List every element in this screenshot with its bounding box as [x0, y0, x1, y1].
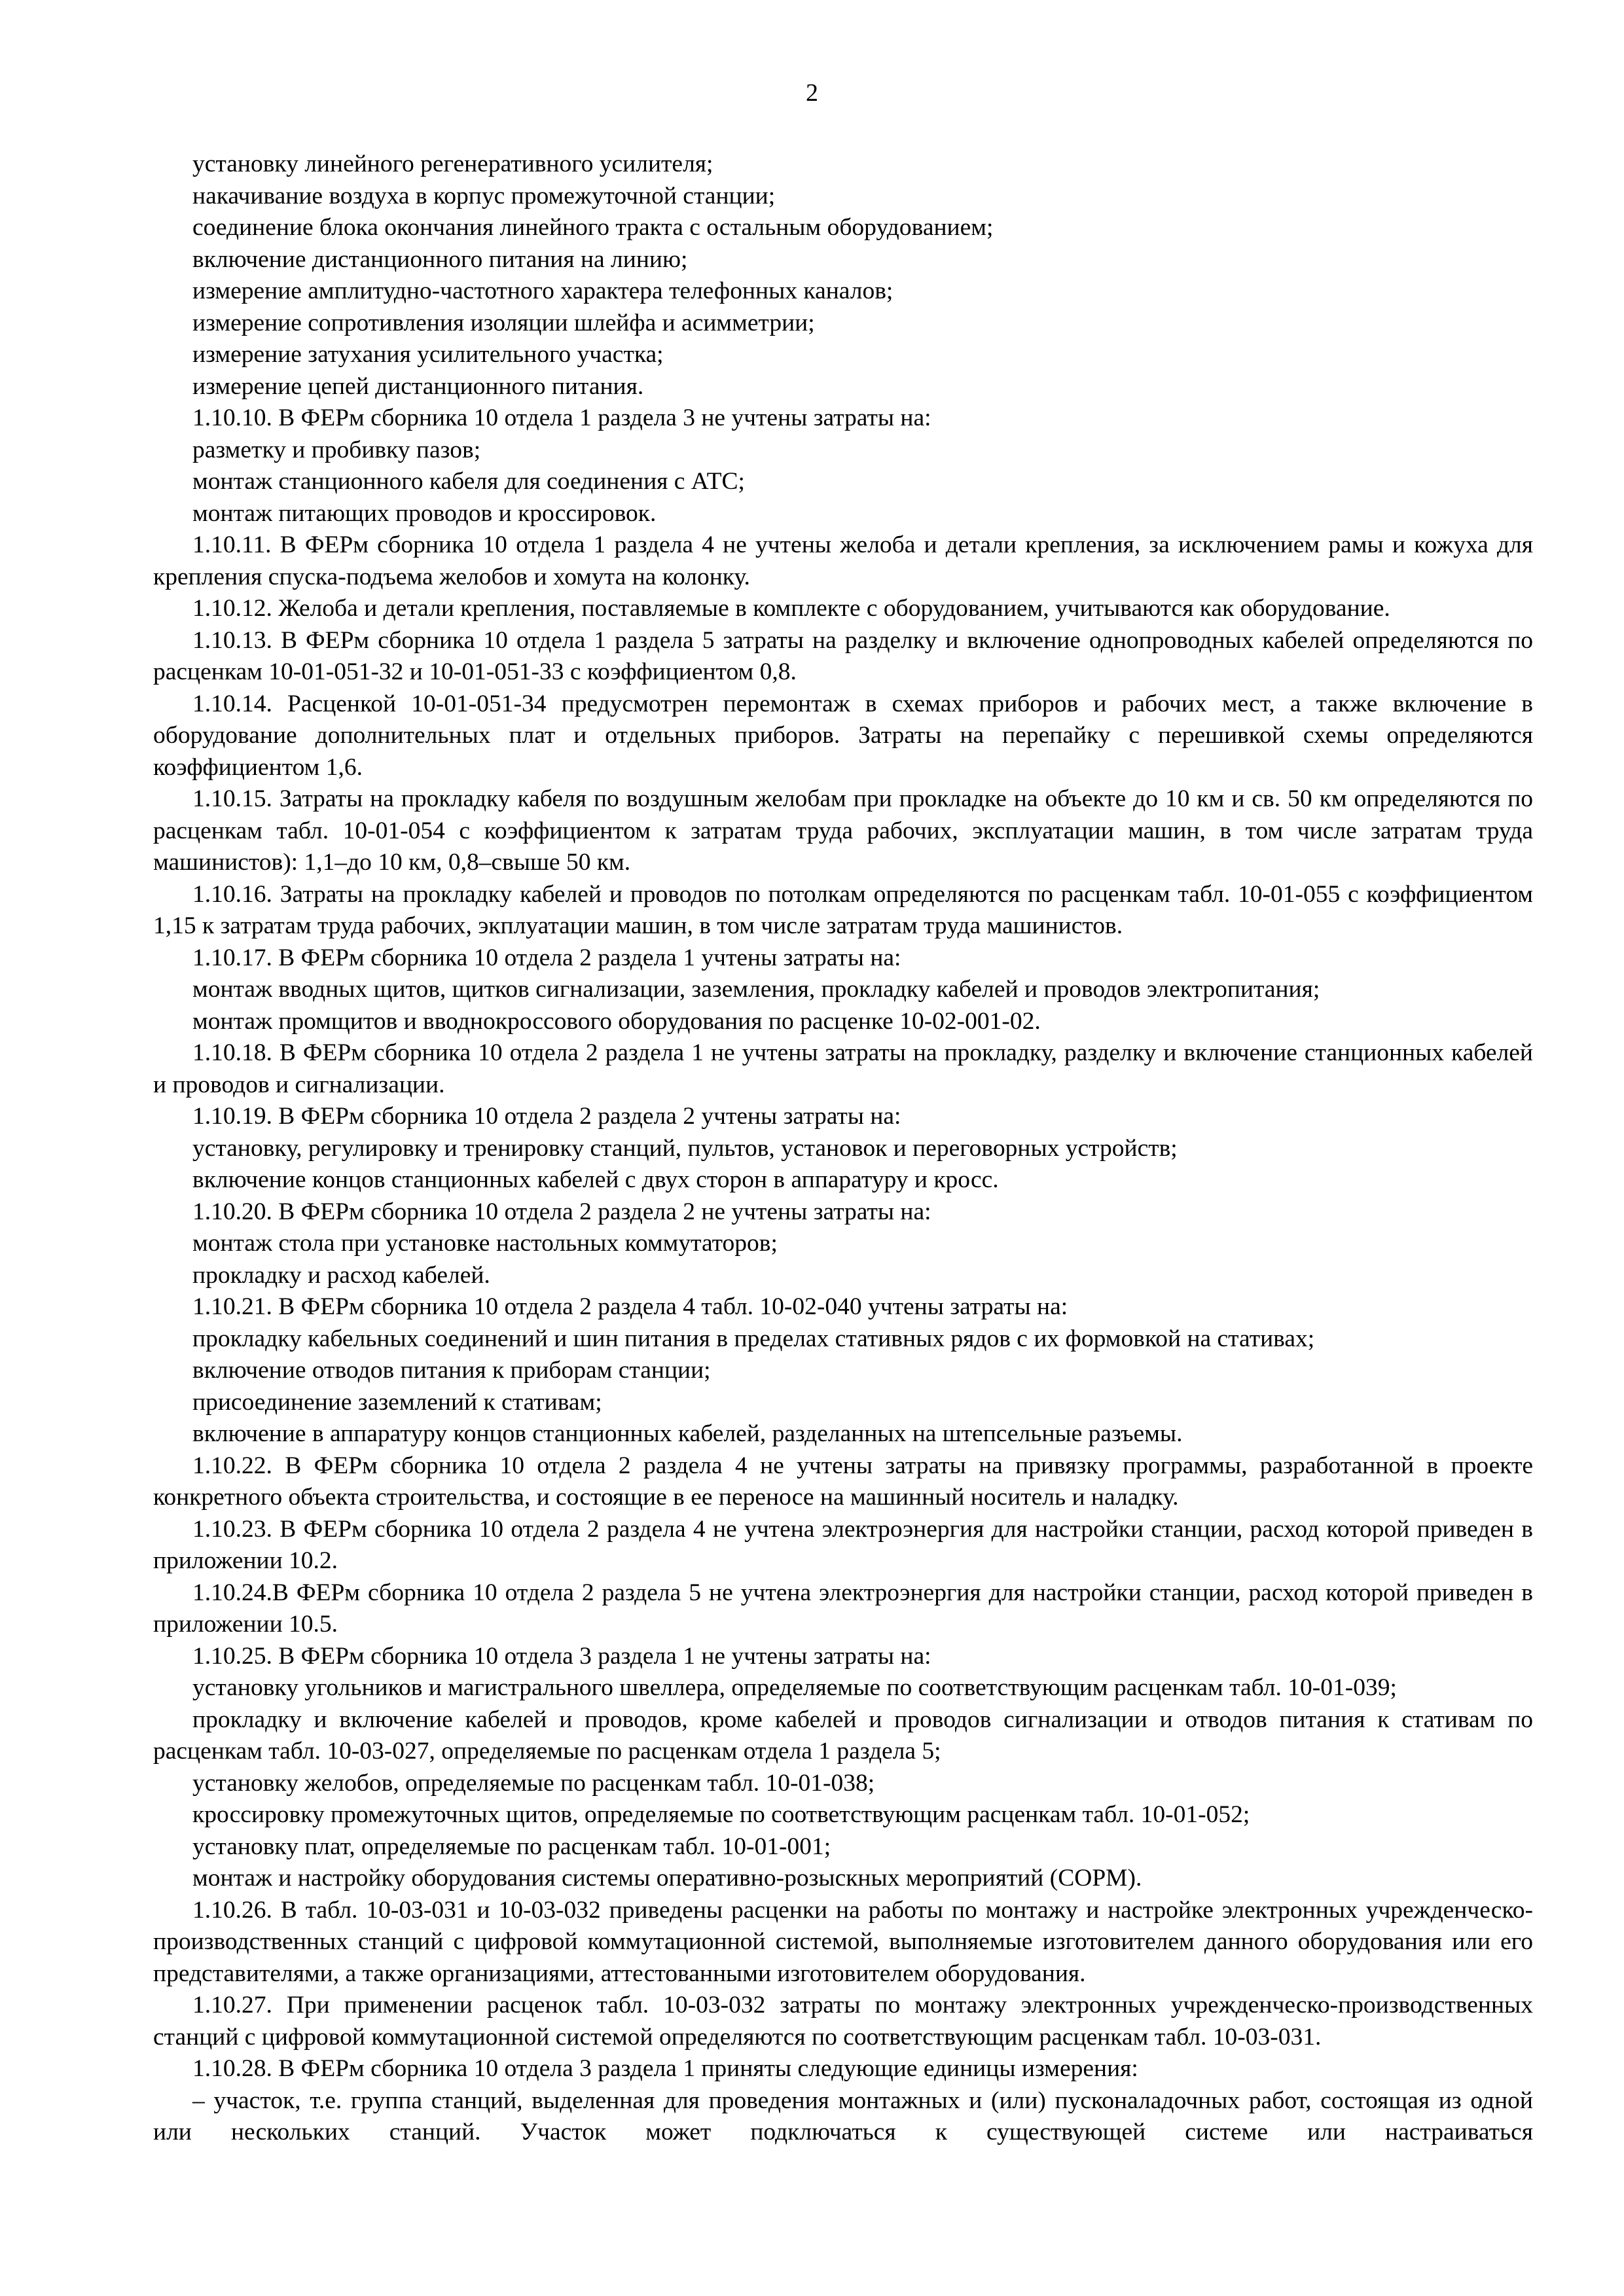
paragraph: установку, регулировку и тренировку станций, пультов, установок и переговорных устройств;	[192, 1134, 1178, 1162]
paragraph: 1.10.14. Расценкой 10-01-051-34 предусмотрен перемонтаж в схемах приборов и рабочих мест, а также включение в оборудование дополнительных плат и отдельных приборов. Затраты на перепайку с перешивкой схемы определяются коэффициентом 1,6.	[153, 690, 1533, 781]
paragraph: включение концов станционных кабелей с двух сторон в аппаратуру и кросс.	[192, 1166, 999, 1193]
paragraph: прокладку и расход кабелей.	[192, 1261, 490, 1289]
paragraph: кроссировку промежуточных щитов, определяемые по соответствующим расценкам табл. 10-01-052;	[192, 1801, 1250, 1828]
paragraph: установку линейного регенеративного усилителя;	[192, 151, 713, 177]
paragraph: включение отводов питания к приборам станции;	[192, 1357, 711, 1384]
paragraph: установку желобов, определяемые по расценкам табл. 10-01-038;	[192, 1769, 875, 1797]
paragraph: 1.10.26. В табл. 10-03-031 и 10-03-032 приведены расценки на работы по монтажу и настройке электронных учрежденческо-производственных станций с цифровой коммутационной системой, выполняемые изготовителем данного оборудования или его представителями, а также организациями, аттестованными изготовителем оборудования.	[153, 1896, 1533, 1987]
paragraph: монтаж промщитов и вводнокроссового оборудования по расценке 10-02-001-02.	[192, 1007, 1041, 1035]
paragraph: измерение амплитудно-частотного характера телефонных каналов;	[192, 278, 893, 304]
paragraph: 1.10.25. В ФЕРм сборника 10 отдела 3 раздела 1 не учтены затраты на:	[192, 1642, 931, 1670]
paragraph: 1.10.24.В ФЕРм сборника 10 отдела 2 раздела 5 не учтена электроэнергия для настройки станции, расход которой приведен в приложении 10.5.	[153, 1579, 1533, 1638]
paragraph: 1.10.21. В ФЕРм сборника 10 отдела 2 раздела 4 табл. 10-02-040 учтены затраты на:	[192, 1293, 1068, 1320]
paragraph: монтаж стола при установке настольных коммутаторов;	[192, 1230, 778, 1257]
paragraph: разметку и пробивку пазов;	[192, 436, 481, 463]
paragraph: 1.10.22. В ФЕРм сборника 10 отдела 2 раздела 4 не учтены затраты на привязку программы, разработанной в проекте конкретного объекта строительства, и состоящие в ее переносе на машинный носитель и наладку.	[153, 1452, 1533, 1511]
paragraph: монтаж станционного кабеля для соединения с АТС;	[192, 468, 745, 495]
paragraph: 1.10.10. В ФЕРм сборника 10 отдела 1 раздела 3 не учтены затраты на:	[192, 404, 931, 431]
paragraph: установку плат, определяемые по расценкам табл. 10-01-001;	[192, 1833, 831, 1860]
paragraph: 1.10.23. В ФЕРм сборника 10 отдела 2 раздела 4 не учтена электроэнергия для настройки станции, расход которой приведен в приложении 10.2.	[153, 1515, 1533, 1574]
paragraph: включение в аппаратуру концов станционных кабелей, разделанных на штепсельные разъемы.	[192, 1420, 1183, 1447]
paragraph: 1.10.20. В ФЕРм сборника 10 отдела 2 раздела 2 не учтены затраты на:	[192, 1198, 931, 1225]
paragraph: 1.10.27. При применении расценок табл. 10-03-032 затраты по монтажу электронных учрежденческо-производственных станций с цифровой коммутационной системой определяются по соответствующим расценкам табл. 10-03-031.	[153, 1992, 1533, 2051]
paragraph: присоединение заземлений к стативам;	[192, 1388, 602, 1416]
paragraph: 1.10.15. Затраты на прокладку кабеля по воздушным желобам при прокладке на объекте до 10 км и св. 50 км определяются по расценкам табл. 10-01-054 с коэффициентом к затратам труда рабочих, эксплуатации машин, в том числе затратам труда машинистов): 1,1–до 10 км, 0,8–свыше 50 км.	[153, 785, 1533, 876]
paragraph: 1.10.11. В ФЕРм сборника 10 отдела 1 раздела 4 не учтены желоба и детали крепления, за исключением рамы и кожуха для крепления спуска-подъема желобов и хомута на колонку.	[153, 531, 1533, 590]
paragraph: 1.10.13. В ФЕРм сборника 10 отдела 1 раздела 5 затраты на разделку и включение однопроводных кабелей определяются по расценкам 10-01-051-32 и 10-01-051-33 с коэффициентом 0,8.	[153, 626, 1533, 685]
paragraph: 1.10.12. Желоба и детали крепления, поставляемые в комплекте с оборудованием, учитываются как оборудование.	[192, 595, 1390, 622]
page-number: 2	[806, 79, 818, 107]
paragraph: 1.10.16. Затраты на прокладку кабелей и проводов по потолкам определяются по расценкам табл. 10-01-055 с коэффициентом 1,15 к затратам труда рабочих, экплуатации машин, в том числе затратам труда машинистов.	[153, 880, 1533, 939]
paragraph: измерение цепей дистанционного питания.	[192, 372, 644, 400]
paragraph: 1.10.19. В ФЕРм сборника 10 отдела 2 раздела 2 учтены затраты на:	[192, 1103, 901, 1130]
paragraph: 1.10.28. В ФЕРм сборника 10 отдела 3 раздела 1 приняты следующие единицы измерения:	[192, 2055, 1138, 2082]
paragraph: 1.10.17. В ФЕРм сборника 10 отдела 2 раздела 1 учтены затраты на:	[192, 944, 901, 971]
paragraph: накачивание воздуха в корпус промежуточной станции;	[192, 182, 776, 209]
document-body	[153, 149, 1533, 2149]
paragraph: измерение сопротивления изоляции шлейфа и асимметрии;	[192, 309, 815, 336]
paragraph: монтаж питающих проводов и кроссировок.	[192, 499, 657, 527]
paragraph: установку угольников и магистрального швеллера, определяемые по соответствующим расценкам табл. 10-01-039;	[192, 1674, 1397, 1701]
paragraph: 1.10.18. В ФЕРм сборника 10 отдела 2 раздела 1 не учтены затраты на прокладку, разделку и включение станционных кабелей и проводов и сигнализации.	[153, 1039, 1533, 1098]
paragraph: монтаж вводных щитов, щитков сигнализации, заземления, прокладку кабелей и проводов электропитания;	[192, 976, 1320, 1003]
paragraph: прокладку кабельных соединений и шин питания в пределах стативных рядов с их формовкой на стативах;	[192, 1325, 1315, 1352]
paragraph: включение дистанционного питания на линию;	[192, 245, 688, 273]
paragraph: – участок, т.е. группа станций, выделенная для проведения монтажных и (или) пусконаладочных работ, состоящая из одной или нескольких станций. Участок может подключаться к существующей системе или настраиваться	[153, 2087, 1533, 2145]
paragraph: соединение блока окончания линейного тракта с остальным оборудованием;	[192, 214, 994, 241]
paragraph: измерение затухания усилительного участка;	[192, 341, 664, 368]
paragraph: монтаж и настройку оборудования системы оперативно-розыскных мероприятий (СОРМ).	[192, 1865, 1142, 1892]
paragraph: прокладку и включение кабелей и проводов, кроме кабелей и проводов сигнализации и отводов питания к стативам по расценкам табл. 10-03-027, определяемые по расценкам отдела 1 раздела 5;	[153, 1706, 1533, 1765]
